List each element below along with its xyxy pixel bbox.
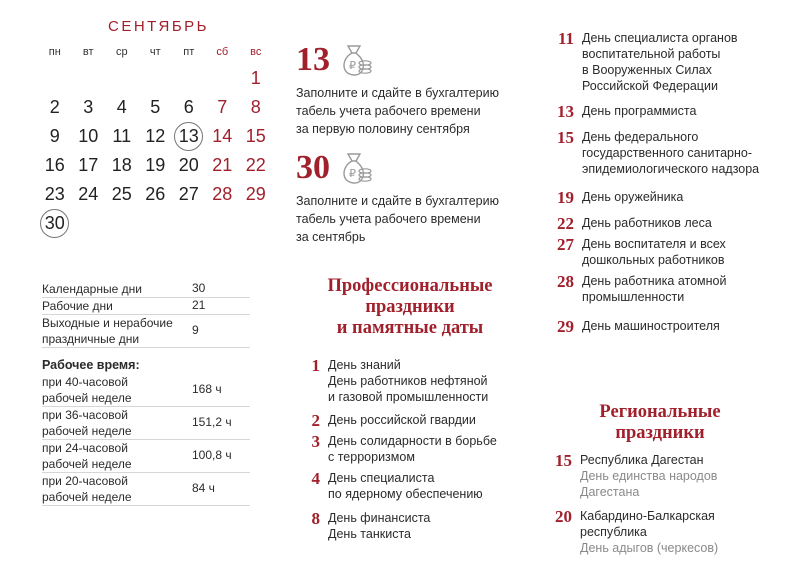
calendar-day xyxy=(72,151,106,180)
calendar-day xyxy=(38,209,72,238)
month-stats xyxy=(42,281,250,506)
calendar-day xyxy=(172,93,206,122)
svg-text:₽: ₽ xyxy=(349,168,356,180)
day-number: 4 xyxy=(116,97,127,117)
day-number: 8 xyxy=(250,97,261,117)
worktime-label: при 24-часовой xyxy=(42,441,128,455)
deadline-30 xyxy=(296,148,499,246)
holiday-name: День специалиста органов xyxy=(582,31,738,45)
day-number: 11 xyxy=(112,126,132,146)
worktime-label: рабочей неделе xyxy=(42,424,132,438)
holiday-name: эпидемиологического надзора xyxy=(582,162,760,176)
holiday-name: День работников леса xyxy=(582,216,712,230)
worktime-label: при 40-часовой xyxy=(42,375,128,389)
holiday-name: Дагестана xyxy=(580,485,640,499)
deadline-line: Заполните и сдайте в бухгалтерию xyxy=(296,86,499,100)
weekday-label: ср xyxy=(115,46,128,58)
stat-value: 9 xyxy=(192,323,199,337)
regional-holiday-item xyxy=(548,508,788,556)
holiday-day: 28 xyxy=(557,272,574,291)
deadline-day: 30 xyxy=(296,149,330,186)
calendar-week xyxy=(38,209,278,238)
holiday-item xyxy=(548,189,788,206)
region-name: Республика Дагестан xyxy=(580,453,704,467)
calendar-day xyxy=(239,151,273,180)
calendar-day xyxy=(105,180,139,209)
holiday-text xyxy=(582,236,726,268)
holiday-item xyxy=(296,470,526,502)
calendar-week xyxy=(38,64,278,93)
worktime-label: рабочей неделе xyxy=(42,457,132,471)
weekday-label: сб xyxy=(216,46,229,58)
holiday-name: по ядерному обеспечению xyxy=(328,487,483,501)
day-number: 27 xyxy=(178,184,199,204)
day-number: 12 xyxy=(145,126,166,146)
weekday-label: чт xyxy=(149,46,161,58)
day-number: 18 xyxy=(111,155,132,175)
holiday-day: 19 xyxy=(557,188,574,207)
holiday-name: День знаний xyxy=(328,358,401,372)
calendar-empty-cell xyxy=(172,64,206,93)
title-line: праздники xyxy=(615,423,705,443)
calendar-empty-cell xyxy=(206,209,240,238)
holiday-name: День оружейника xyxy=(582,190,684,204)
day-number: 10 xyxy=(78,126,99,146)
holiday-item xyxy=(296,412,526,429)
worktime-row xyxy=(42,473,250,506)
calendar-day xyxy=(172,122,206,151)
day-number: 23 xyxy=(44,184,65,204)
day-number: 14 xyxy=(212,126,233,146)
holiday-item xyxy=(548,215,788,232)
holiday-day: 29 xyxy=(557,317,574,336)
holiday-item xyxy=(548,30,788,94)
holiday-item xyxy=(548,273,788,305)
calendar-week xyxy=(38,151,278,180)
professional-holidays-list-right xyxy=(548,30,788,335)
calendar-day xyxy=(206,180,240,209)
holiday-name: День российской гвардии xyxy=(328,413,476,427)
holiday-name: День единства народов xyxy=(580,469,718,483)
holiday-text xyxy=(582,30,738,94)
weekday-label: пн xyxy=(48,46,61,58)
deadline-line: табель учета рабочего времени xyxy=(296,212,481,226)
holiday-text xyxy=(328,510,430,542)
day-number: 22 xyxy=(245,155,266,175)
holiday-text xyxy=(582,215,712,232)
calendar-grid xyxy=(38,40,278,238)
holiday-day: 22 xyxy=(557,214,574,233)
day-number: 13 xyxy=(178,126,199,146)
holiday-day: 11 xyxy=(557,29,574,48)
worktime-label: рабочей неделе xyxy=(42,490,132,504)
stat-weekend-days xyxy=(42,315,250,348)
deadline-line: табель учета рабочего времени xyxy=(296,104,481,118)
weekday-label: вс xyxy=(250,46,262,58)
holiday-text xyxy=(582,103,696,120)
calendar-day xyxy=(172,151,206,180)
worktime-value: 100,8 ч xyxy=(192,448,232,462)
holiday-day: 8 xyxy=(311,509,320,528)
calendar-day xyxy=(139,93,173,122)
holiday-day: 15 xyxy=(555,451,572,470)
calendar-day xyxy=(239,180,273,209)
worktime-label: при 36-часовой xyxy=(42,408,128,422)
day-number: 2 xyxy=(49,97,60,117)
holiday-text xyxy=(582,189,683,206)
calendar-day xyxy=(239,93,273,122)
calendar-empty-cell xyxy=(72,209,106,238)
holiday-day: 1 xyxy=(311,356,320,375)
professional-holidays-title xyxy=(300,276,520,339)
calendar-day xyxy=(38,180,72,209)
day-number: 30 xyxy=(44,213,65,233)
calendar-day xyxy=(72,93,106,122)
worktime-row xyxy=(42,374,250,407)
calendar-day xyxy=(105,122,139,151)
deadline-day: 13 xyxy=(296,41,330,78)
calendar-day xyxy=(139,122,173,151)
holiday-day: 3 xyxy=(311,432,320,451)
holiday-name: День солидарности в борьбе xyxy=(328,434,497,448)
calendar-day xyxy=(38,122,72,151)
holiday-text xyxy=(580,452,717,500)
holiday-name: Российской Федерации xyxy=(582,79,718,93)
holiday-name: День воспитателя и всех xyxy=(582,237,726,251)
deadline-text xyxy=(296,84,499,138)
holiday-text xyxy=(580,508,718,556)
deadline-13 xyxy=(296,40,499,138)
deadline-line: за сентябрь xyxy=(296,230,366,244)
holiday-name: и газовой промышленности xyxy=(328,390,489,404)
holiday-name: День работника атомной xyxy=(582,274,727,288)
calendar-day xyxy=(72,122,106,151)
holiday-name: День финансиста xyxy=(328,511,431,525)
deadline-line: за первую половину сентября xyxy=(296,122,470,136)
stat-label: Выходные и нерабочие xyxy=(42,316,173,330)
worktime-label: при 20-часовой xyxy=(42,474,128,488)
holiday-name: дошкольных работников xyxy=(582,253,725,267)
calendar-week xyxy=(38,180,278,209)
holiday-name: День федерального xyxy=(582,130,699,144)
holiday-text xyxy=(328,433,497,465)
stat-label: Рабочие дни xyxy=(42,299,113,313)
stat-value: 30 xyxy=(192,281,206,295)
worktime-value: 151,2 ч xyxy=(192,415,232,429)
holiday-day: 4 xyxy=(311,469,320,488)
weekday-label: вт xyxy=(82,46,94,58)
calendar-empty-cell xyxy=(139,209,173,238)
day-number: 16 xyxy=(44,155,65,175)
calendar-week xyxy=(38,93,278,122)
worktime-label: рабочей неделе xyxy=(42,391,132,405)
calendar-week xyxy=(38,122,278,151)
calendar-empty-cell xyxy=(105,209,139,238)
title-line: и памятные даты xyxy=(336,318,484,338)
stat-label: праздничные дни xyxy=(42,332,140,346)
calendar-empty-cell xyxy=(105,64,139,93)
day-number: 17 xyxy=(78,155,99,175)
calendar-weeks xyxy=(38,64,278,238)
calendar-empty-cell xyxy=(206,64,240,93)
worktime-row xyxy=(42,407,250,440)
day-number: 19 xyxy=(145,155,166,175)
calendar-empty-cell xyxy=(38,64,72,93)
holiday-name: День программиста xyxy=(582,104,697,118)
day-number: 15 xyxy=(245,126,266,146)
region-name: республика xyxy=(580,525,647,539)
holiday-name: День работников нефтяной xyxy=(328,374,488,388)
holiday-day: 2 xyxy=(311,411,320,430)
holiday-name: День специалиста xyxy=(328,471,435,485)
holiday-item xyxy=(548,103,788,120)
worktime-value: 168 ч xyxy=(192,382,222,396)
holiday-text xyxy=(582,129,759,177)
deadline-line: Заполните и сдайте в бухгалтерию xyxy=(296,194,499,208)
day-number: 28 xyxy=(212,184,233,204)
title-line: праздники xyxy=(365,297,455,317)
day-number: 6 xyxy=(183,97,194,117)
day-number: 9 xyxy=(49,126,60,146)
calendar-day xyxy=(38,93,72,122)
weekday-header xyxy=(38,40,278,64)
holiday-text xyxy=(582,318,720,335)
calendar-month-title: СЕНТЯБРЬ xyxy=(108,18,210,35)
stat-calendar-days xyxy=(42,281,250,298)
money-bag-icon xyxy=(334,40,374,80)
regional-holidays-list xyxy=(548,452,788,556)
region-name: Кабардино-Балкарская xyxy=(580,509,715,523)
day-number: 26 xyxy=(145,184,166,204)
title-line: Профессиональные xyxy=(327,276,493,296)
calendar-day xyxy=(206,151,240,180)
svg-text:₽: ₽ xyxy=(349,60,356,72)
holiday-item xyxy=(296,510,526,542)
holiday-day: 20 xyxy=(555,507,572,526)
regional-holiday-item xyxy=(548,452,788,500)
calendar-day xyxy=(239,64,273,93)
title-line: Региональные xyxy=(599,402,721,422)
day-number: 24 xyxy=(78,184,99,204)
calendar-day xyxy=(139,180,173,209)
deadline-text xyxy=(296,192,499,246)
holiday-name: в Вооруженных Силах xyxy=(582,63,712,77)
money-bag-icon xyxy=(334,148,374,188)
day-number: 5 xyxy=(150,97,161,117)
holiday-item xyxy=(548,129,788,177)
holiday-text xyxy=(582,273,726,305)
day-number: 20 xyxy=(178,155,199,175)
calendar-day xyxy=(206,122,240,151)
worktime-value: 84 ч xyxy=(192,481,215,495)
holiday-item xyxy=(296,357,526,405)
holiday-item xyxy=(296,433,526,465)
day-number: 29 xyxy=(245,184,266,204)
calendar-empty-cell xyxy=(72,64,106,93)
calendar-day xyxy=(139,151,173,180)
day-number: 1 xyxy=(250,68,261,88)
professional-holidays-list xyxy=(296,357,526,542)
holiday-name: с терроризмом xyxy=(328,450,415,464)
calendar-day xyxy=(206,93,240,122)
holiday-text xyxy=(328,412,476,429)
worktime-list xyxy=(42,374,250,506)
calendar-day xyxy=(239,122,273,151)
calendar-day xyxy=(38,151,72,180)
calendar-day xyxy=(105,93,139,122)
holiday-name: День танкиста xyxy=(328,527,411,541)
holiday-text xyxy=(328,357,488,405)
worktime-title: Рабочее время: xyxy=(42,358,140,372)
calendar-empty-cell xyxy=(239,209,273,238)
day-number: 21 xyxy=(212,155,233,175)
stat-label: Календарные дни xyxy=(42,282,142,296)
holiday-name: промышленности xyxy=(582,290,685,304)
calendar-day xyxy=(105,151,139,180)
calendar-day xyxy=(172,180,206,209)
holiday-name: День адыгов (черкесов) xyxy=(580,541,719,555)
day-number: 25 xyxy=(111,184,132,204)
holiday-day: 27 xyxy=(557,235,574,254)
day-number: 3 xyxy=(83,97,94,117)
calendar-empty-cell xyxy=(172,209,206,238)
worktime-row xyxy=(42,440,250,473)
holiday-item xyxy=(548,318,788,335)
holiday-item xyxy=(548,236,788,268)
stat-working-days xyxy=(42,298,250,315)
holiday-day: 13 xyxy=(557,102,574,121)
holiday-text xyxy=(328,470,483,502)
calendar-day xyxy=(72,180,106,209)
calendar-empty-cell xyxy=(139,64,173,93)
holiday-day: 15 xyxy=(557,128,574,147)
weekday-label: пт xyxy=(183,46,195,58)
holiday-name: государственного санитарно- xyxy=(582,146,753,160)
holiday-name: воспитательной работы xyxy=(582,47,721,61)
holiday-name: День машиностроителя xyxy=(582,319,720,333)
stat-value: 21 xyxy=(192,298,206,312)
day-number: 7 xyxy=(217,97,228,117)
regional-holidays-title xyxy=(560,402,760,444)
